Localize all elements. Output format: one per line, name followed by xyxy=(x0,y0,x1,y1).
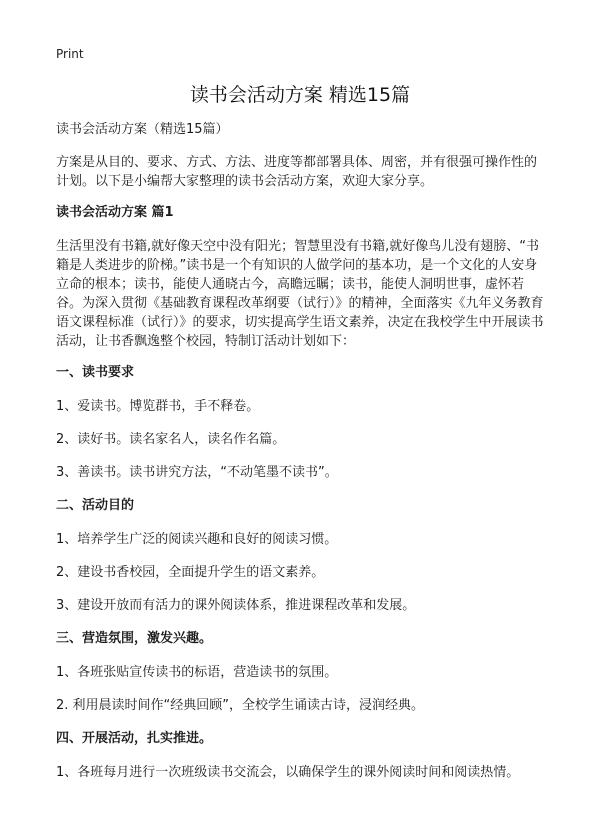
intro-paragraph: 方案是从目的、要求、方式、方法、进度等都部署具体、周密，并有很强可操作性的计划。以下是小编帮大家整理的读书会活动方案，欢迎大家分享。 xyxy=(56,155,538,189)
section-3 xyxy=(56,629,548,715)
section-heading: 二、活动目的 xyxy=(56,498,135,513)
list-item: 1、爱读书。博览群书，手不释卷。 xyxy=(56,399,260,414)
list-item: 1、各班张贴宣传读书的标语，营造读书的氛围。 xyxy=(56,665,338,680)
page-title: 读书会活动方案 精选15篇 xyxy=(189,84,411,106)
section-heading: 一、读书要求 xyxy=(56,365,135,380)
list-item: 1、各班每月进行一次班级读书交流会，以确保学生的课外阅读时间和阅读热情。 xyxy=(56,765,520,780)
article-heading: 读书会活动方案 篇1 xyxy=(56,205,174,220)
list-item: 2. 利用晨读时间作“经典回顾”，全校学生诵读古诗，浸润经典。 xyxy=(56,698,425,713)
print-link[interactable]: Print xyxy=(56,47,84,61)
section-1 xyxy=(56,363,548,482)
list-item: 1、培养学生广泛的阅读兴趣和良好的阅读习惯。 xyxy=(56,532,338,547)
article-body-paragraph: 生活里没有书籍,就好像天空中没有阳光；智慧里没有书籍,就好像鸟儿没有翅膀、“书籍是人类进步的阶梯。”读书是一个有知识的人做学问的基本功，是一个文化的人安身立命的根本；读书，能使人通晓古今，高瞻远瞩；读书，能使人洞明世事，虚怀若谷。为深入贯彻《基础教育课程改革纲要（试行）》的精神，全面落实《九年义务教育语文课程标准（试行）》的要求，切实提高学生语文素养，决定在我校学生中开展读书活动，让书香飘逸整个校园，特制订活动计划如下： xyxy=(56,239,544,349)
list-item: 3、善读书。读书讲究方法，“不动笔墨不读书”。 xyxy=(56,465,338,480)
document-content xyxy=(56,120,548,796)
list-item: 2、建设书香校园，全面提升学生的语文素养。 xyxy=(56,565,325,580)
section-heading: 三、营造氛围，激发兴趣。 xyxy=(56,631,213,646)
section-heading: 四、开展活动，扎实推进。 xyxy=(56,731,213,746)
list-item: 2、读好书。读名家名人，读名作名篇。 xyxy=(56,432,286,447)
document-subtitle: 读书会活动方案（精选15篇） xyxy=(56,122,229,137)
section-4 xyxy=(56,729,548,782)
list-item: 3、建设开放而有活力的课外阅读体系，推进课程改革和发展。 xyxy=(56,598,416,613)
section-2 xyxy=(56,496,548,615)
